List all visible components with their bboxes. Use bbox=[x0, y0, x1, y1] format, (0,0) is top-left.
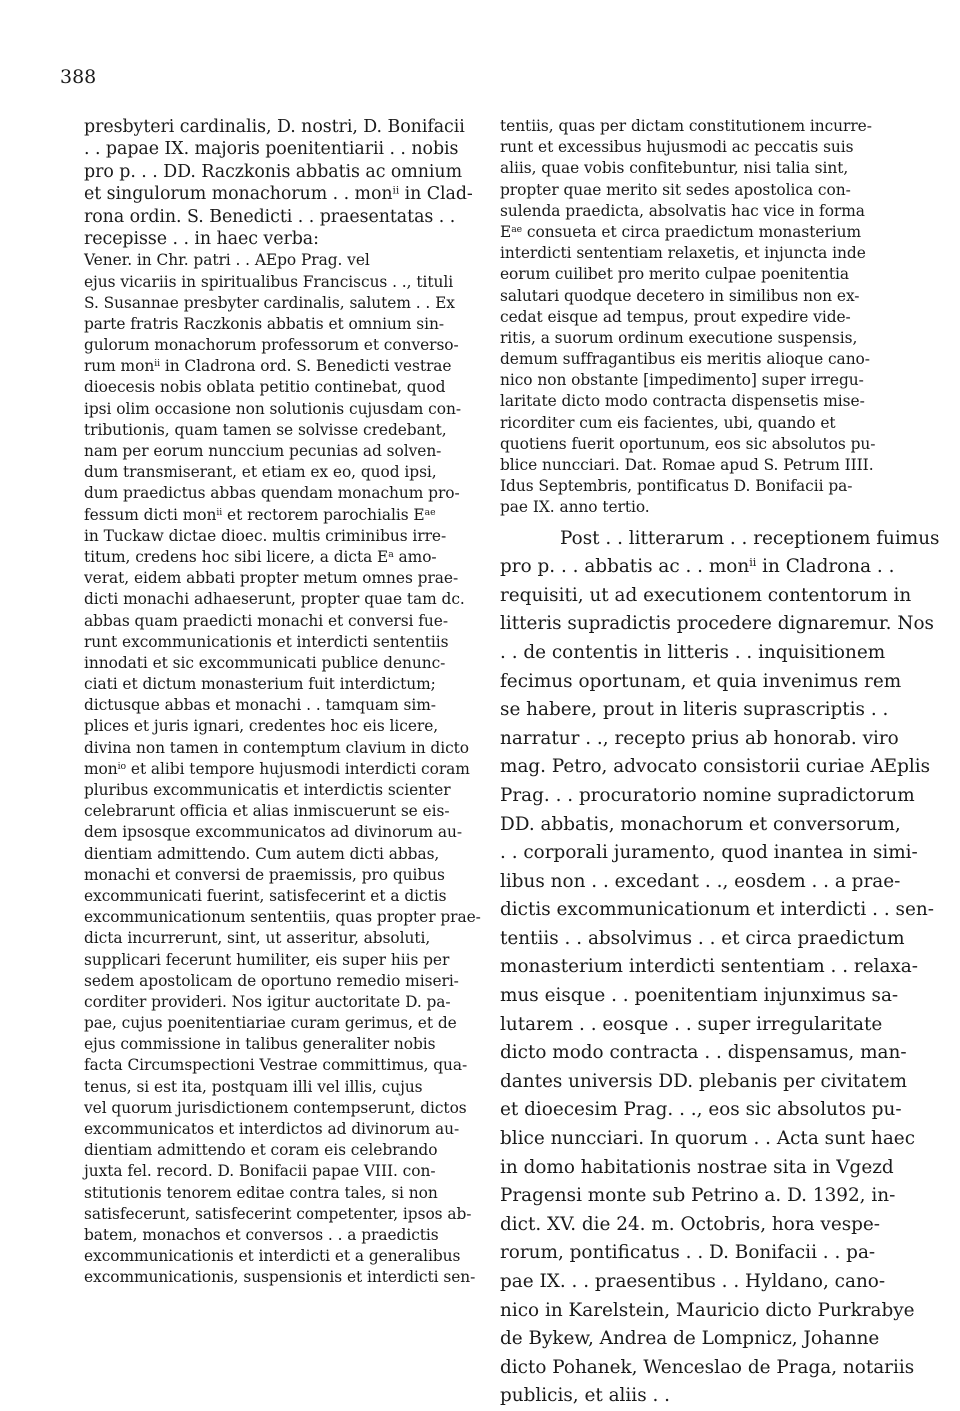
line-text: in Clad- bbox=[399, 184, 473, 205]
line-text: in Tuckaw dictae dioec. multis criminibus irre- bbox=[84, 526, 447, 545]
text-line bbox=[84, 206, 484, 228]
superscript: io bbox=[117, 760, 127, 772]
text-line bbox=[500, 222, 910, 243]
text-line bbox=[500, 434, 910, 455]
line-text: monachi et conversi de praemissis, pro quibus bbox=[84, 865, 445, 884]
line-text: quotiens fuerit oportunum, eos sic absolutos pu- bbox=[500, 434, 876, 453]
text-line bbox=[84, 483, 484, 504]
line-text: dientiam admittendo et coram eis celebrando bbox=[84, 1141, 438, 1160]
text-line bbox=[500, 1325, 910, 1354]
text-line bbox=[500, 243, 910, 264]
text-line bbox=[84, 116, 484, 138]
text-line bbox=[500, 839, 918, 868]
text-line bbox=[84, 1055, 484, 1076]
line-text: laritate dicto modo contracta dispensetis mise- bbox=[500, 392, 865, 411]
line-text: plices et juris ignari, credentes hoc eis licere, bbox=[84, 717, 439, 736]
text-line bbox=[84, 161, 484, 183]
text-line bbox=[500, 1011, 910, 1040]
line-text: celebrarunt officia et alias inmiscuerunt se eis- bbox=[84, 802, 450, 821]
text-line bbox=[84, 183, 484, 205]
line-text: tenus, si est ita, postquam illi vel illis, cujus bbox=[84, 1077, 423, 1096]
text-line bbox=[500, 925, 910, 954]
line-text: pro p. . . abbatis ac . . mon bbox=[500, 556, 750, 578]
line-text: mus eisque . . poenitentiam injunximus sa- bbox=[500, 985, 899, 1007]
text-line bbox=[84, 801, 484, 822]
text-line bbox=[500, 476, 910, 497]
line-text: dicto Pohanek, Wenceslao de Praga, notariis bbox=[500, 1356, 915, 1378]
text-line bbox=[500, 1297, 915, 1326]
text-line bbox=[500, 1182, 910, 1211]
line-text: rorum, pontificatus . . D. Bonifacii . . pa- bbox=[500, 1242, 876, 1264]
text-line bbox=[84, 674, 484, 695]
line-text: stitutionis tenorem editae contra tales, si non bbox=[84, 1183, 438, 1202]
left-column bbox=[84, 116, 484, 1289]
line-text: juxta fel. record. D. Bonifacii papae VIII. con- bbox=[84, 1162, 436, 1181]
line-text: innodati et sic excommunicati publice denunc- bbox=[84, 653, 446, 672]
line-text: nico in Karelstein, Mauricio dicto Purkrabye bbox=[500, 1299, 915, 1321]
superscript: ii bbox=[392, 184, 400, 197]
text-line bbox=[500, 668, 910, 697]
text-line bbox=[84, 462, 484, 483]
line-text: dantes universis DD. plebanis per civitatem bbox=[500, 1070, 908, 1092]
line-text: blice nuncciari. Dat. Romae apud S. Petrum IIII. bbox=[500, 456, 874, 474]
text-line bbox=[500, 582, 910, 611]
line-text: dictis excommunicationum et interdicti . . sen- bbox=[500, 899, 934, 921]
text-line bbox=[500, 725, 910, 754]
line-text: tentiis . . absolvimus . . et circa praedictum bbox=[500, 927, 905, 949]
text-line bbox=[84, 928, 484, 949]
line-text: E bbox=[500, 222, 512, 241]
line-text: mon bbox=[84, 759, 118, 778]
text-line bbox=[500, 1125, 915, 1154]
line-text: dem ipsosque excommunicatos ad divinorum au- bbox=[84, 823, 463, 842]
text-line bbox=[84, 716, 484, 737]
text-line bbox=[84, 1204, 484, 1225]
line-text: mag. Petro, advocato consistorii curiae AEplis bbox=[500, 756, 931, 778]
text-line bbox=[84, 695, 484, 716]
line-text: et alibi tempore hujusmodi interdicti coram bbox=[126, 759, 470, 778]
line-text: runt excommunicationis et interdicti sententiis bbox=[84, 632, 449, 651]
line-text: rona ordin. S. Benedicti . . praesentatas . . bbox=[84, 206, 456, 227]
text-line bbox=[500, 1382, 910, 1411]
line-text: satisfecerunt, satisfecerint competenter, ipsos ab- bbox=[84, 1204, 472, 1223]
line-text: . . de contentis in litteris . . inquisitionem bbox=[500, 641, 886, 663]
line-text: rum mon bbox=[84, 357, 155, 376]
text-line bbox=[84, 611, 484, 632]
text-line bbox=[84, 1077, 484, 1098]
text-line bbox=[84, 780, 484, 801]
text-line bbox=[500, 782, 915, 811]
line-text: excommunicati fuerint, satisfecerint et a dictis bbox=[84, 886, 447, 905]
text-line bbox=[500, 1039, 910, 1068]
line-text: batem, monachos et conversos . . a praedictis bbox=[84, 1225, 439, 1244]
text-line bbox=[500, 1239, 910, 1268]
line-text: Prag. . . procuratorio nomine supradictorum bbox=[500, 784, 915, 806]
line-text: excommunicatos et interdictos ad divinorum au- bbox=[84, 1120, 460, 1139]
text-line bbox=[84, 420, 484, 441]
text-line bbox=[500, 1096, 910, 1125]
text-line bbox=[500, 525, 940, 554]
text-line bbox=[84, 526, 484, 547]
text-line bbox=[84, 1246, 484, 1267]
superscript: ae bbox=[424, 506, 436, 518]
text-line bbox=[84, 505, 484, 526]
text-line bbox=[84, 1225, 484, 1246]
line-text: dictusque abbas et monachi . . tamquam sim- bbox=[84, 696, 436, 715]
text-line bbox=[84, 589, 484, 610]
text-line bbox=[500, 553, 910, 582]
text-line bbox=[84, 865, 484, 886]
text-line bbox=[500, 868, 910, 897]
line-text: runt et excessibus hujusmodi ac peccatis suis bbox=[500, 138, 854, 157]
line-text: dicta incurrerunt, sint, ut asseritur, absoluti, bbox=[84, 929, 431, 948]
text-line bbox=[84, 250, 484, 271]
text-line bbox=[500, 370, 910, 391]
text-line bbox=[500, 497, 910, 518]
text-line bbox=[500, 753, 931, 782]
line-text: lutarem . . eosque . . super irregularitate bbox=[500, 1013, 883, 1035]
line-text: dum transmiserant, et etiam ex eo, quod ipsi, bbox=[84, 463, 437, 482]
text-line bbox=[500, 639, 910, 668]
line-text: sulenda praedicta, absolvatis hac vice in forma bbox=[500, 201, 865, 220]
line-text: pluribus excommunicatis et interdictis scienter bbox=[84, 781, 451, 800]
superscript: ii bbox=[749, 556, 757, 570]
text-line bbox=[84, 1267, 484, 1288]
line-text: salutari quodque decetero in similibus non ex- bbox=[500, 286, 860, 305]
text-line bbox=[84, 632, 484, 653]
text-line bbox=[84, 1119, 484, 1140]
line-text: sedem apostolicam de oportuno remedio miseri- bbox=[84, 971, 459, 990]
text-line bbox=[500, 413, 910, 434]
line-text: pro p. . . DD. Raczkonis abbatis ac omnium bbox=[84, 161, 463, 182]
text-line bbox=[500, 953, 918, 982]
text-line bbox=[84, 1013, 484, 1034]
text-line bbox=[500, 286, 910, 307]
text-line bbox=[500, 116, 910, 137]
text-line bbox=[84, 907, 484, 928]
line-text: et dioecesim Prag. . ., eos sic absolutos pu- bbox=[500, 1099, 902, 1121]
text-line bbox=[84, 844, 484, 865]
text-line bbox=[84, 1140, 484, 1161]
line-text: ciati et dictum monasterium fuit interdictum; bbox=[84, 675, 436, 694]
text-line bbox=[500, 328, 910, 349]
line-text: Vener. in Chr. patri . . AEpo Prag. vel bbox=[84, 251, 370, 270]
line-text: . . papae IX. majoris poenitentiarii . . nobis bbox=[84, 139, 459, 160]
line-text: dum praedictus abbas quendam monachum pro- bbox=[84, 484, 460, 503]
line-text: verat, eidem abbati propter metum omnes prae- bbox=[84, 569, 459, 588]
superscript: a bbox=[388, 548, 394, 560]
line-text: vel quorum jurisdictionem contempserunt, dictos bbox=[84, 1098, 467, 1117]
line-text: consueta et circa praedictum monasterium bbox=[522, 222, 862, 241]
line-text: recepisse . . in haec verba: bbox=[84, 228, 319, 249]
line-text: litteris supradictis procedere dignaremur. Nos bbox=[500, 613, 934, 635]
text-line bbox=[500, 1068, 910, 1097]
line-text: fecimus oportunam, et quia invenimus rem bbox=[500, 670, 902, 692]
line-text: tentiis, quas per dictam constitutionem incurre- bbox=[500, 117, 872, 135]
text-line bbox=[500, 1268, 910, 1297]
line-text: presbyteri cardinalis, D. nostri, D. Bonifacii bbox=[84, 117, 465, 137]
line-text: requisiti, ut ad executionem contentorum in bbox=[500, 584, 912, 606]
text-line bbox=[84, 950, 484, 971]
line-text: de Bykew, Andrea de Lompnicz, Johanne bbox=[500, 1328, 880, 1350]
text-line bbox=[500, 696, 910, 725]
line-text: parte fratris Raczkonis abbatis et omnium sin- bbox=[84, 314, 444, 333]
text-line bbox=[84, 228, 484, 250]
line-text: pae, cujus poenitentiariae curam gerimus, et de bbox=[84, 1014, 457, 1033]
line-text: publicis, et aliis . . bbox=[500, 1385, 671, 1407]
line-text: monasterium interdicti sententiam . . relaxa- bbox=[500, 956, 918, 978]
line-text: et singulorum monachorum . . mon bbox=[84, 184, 393, 205]
text-line bbox=[500, 1211, 910, 1240]
line-text: ejus vicariis in spiritualibus Franciscus . ., tituli bbox=[84, 272, 454, 291]
line-text: nam per eorum nunccium pecunias ad solven- bbox=[84, 442, 442, 461]
line-text: tributionis, quam tamen se solvisse credebant, bbox=[84, 420, 447, 439]
line-text: S. Susannae presbyter cardinalis, salutem . . Ex bbox=[84, 293, 455, 312]
line-text: . . corporali juramento, quod inantea in simi- bbox=[500, 842, 918, 864]
text-line bbox=[84, 547, 484, 568]
text-line bbox=[84, 272, 484, 293]
line-text: in domo habitationis nostrae sita in Vgezd bbox=[500, 1156, 894, 1178]
text-line bbox=[500, 201, 910, 222]
line-text: demum suffragantibus eis meritis alioque cano- bbox=[500, 350, 870, 369]
text-line bbox=[84, 314, 484, 335]
line-text: supplicari fecerunt humiliter, eis super hiis per bbox=[84, 950, 450, 969]
line-text: dientiam admittendo. Cum autem dicti abbas, bbox=[84, 844, 440, 863]
text-line bbox=[84, 1183, 484, 1204]
line-text: dioecesis nobis oblata petitio continebat, quod bbox=[84, 378, 446, 397]
line-text: in Cladrona . . bbox=[756, 556, 895, 578]
line-text: blice nuncciari. In quorum . . Acta sunt haec bbox=[500, 1128, 915, 1150]
text-line bbox=[500, 610, 934, 639]
superscript: ae bbox=[511, 223, 523, 235]
text-line bbox=[500, 896, 934, 925]
line-text: narratur . ., recepto prius ab honorab. viro bbox=[500, 727, 899, 749]
line-text: excommunicationis, suspensionis et interdicti sen- bbox=[84, 1268, 476, 1287]
line-text: excommunicationis et interdicti et a generalibus bbox=[84, 1247, 461, 1266]
line-text: nico non obstante [impedimento] super irregu- bbox=[500, 371, 864, 390]
text-line bbox=[500, 455, 910, 476]
text-line bbox=[500, 982, 910, 1011]
text-line bbox=[84, 1034, 484, 1055]
line-text: eorum cuilibet pro merito culpae poenitentia bbox=[500, 265, 849, 284]
line-text: DD. abbatis, monachorum et conversorum, bbox=[500, 813, 901, 835]
text-line bbox=[84, 992, 484, 1013]
text-line bbox=[84, 335, 484, 356]
text-line bbox=[84, 653, 484, 674]
text-line bbox=[500, 264, 910, 285]
line-text: dicto modo contracta . . dispensamus, man- bbox=[500, 1042, 907, 1064]
text-line bbox=[84, 886, 484, 907]
text-line bbox=[500, 349, 910, 370]
text-line bbox=[500, 158, 910, 179]
text-line bbox=[500, 307, 910, 328]
line-text: in Cladrona ord. S. Benedicti vestrae bbox=[160, 357, 452, 376]
text-line bbox=[84, 1161, 484, 1182]
right-column bbox=[500, 116, 940, 1411]
line-text: propter quae merito sit sedes apostolica con- bbox=[500, 180, 851, 199]
line-text: dicti monachi adhaeserunt, propter quae tam dc. bbox=[84, 590, 465, 609]
line-text: Post . . litterarum . . receptionem fuimus bbox=[560, 527, 940, 549]
line-text: aliis, quae vobis confitebuntur, nisi talia sint, bbox=[500, 159, 849, 178]
text-line bbox=[84, 138, 484, 160]
line-text: ipsi olim occasione non solutionis cujusdam con- bbox=[84, 399, 461, 418]
line-text: dict. XV. die 24. m. Octobris, hora vespe- bbox=[500, 1213, 881, 1235]
line-text: et rectorem parochialis E bbox=[222, 505, 425, 524]
line-text: pae IX. . . praesentibus . . Hyldano, cano- bbox=[500, 1271, 886, 1292]
text-line bbox=[500, 137, 910, 158]
line-text: Idus Septembris, pontificatus D. Bonifacii pa- bbox=[500, 477, 853, 496]
line-text: divina non tamen in contemptum clavium in dicto bbox=[84, 738, 470, 757]
text-line bbox=[84, 759, 484, 780]
text-line bbox=[84, 822, 484, 843]
line-text: corditer provideri. Nos igitur auctoritate D. pa- bbox=[84, 992, 451, 1011]
superscript: ii bbox=[154, 358, 160, 370]
text-line bbox=[500, 1154, 910, 1183]
line-text: libus non . . excedant . ., eosdem . . a prae- bbox=[500, 870, 901, 892]
text-line bbox=[500, 1354, 915, 1383]
text-line bbox=[84, 1098, 484, 1119]
line-text: pae IX. anno tertio. bbox=[500, 498, 650, 517]
text-line bbox=[84, 441, 484, 462]
line-text: gulorum monachorum professorum et converso- bbox=[84, 336, 459, 355]
text-line bbox=[84, 738, 484, 759]
line-text: titum, credens hoc sibi licere, a dicta E bbox=[84, 547, 389, 566]
text-line bbox=[84, 356, 484, 377]
text-line bbox=[500, 180, 910, 201]
text-line bbox=[500, 391, 910, 412]
text-line bbox=[84, 971, 484, 992]
line-text: Pragensi monte sub Petrino a. D. 1392, in- bbox=[500, 1185, 896, 1207]
line-text: se habere, prout in literis suprascriptis . . bbox=[500, 699, 889, 721]
text-line bbox=[84, 568, 484, 589]
text-line bbox=[84, 293, 484, 314]
line-text: fessum dicti mon bbox=[84, 505, 217, 524]
line-text: excommunicationum sententiis, quas propter prae- bbox=[84, 908, 481, 927]
line-text: ejus commissione in talibus generaliter nobis bbox=[84, 1035, 436, 1054]
line-text: ritis, a suorum ordinum executione suspensis, bbox=[500, 328, 858, 347]
text-line bbox=[500, 811, 910, 840]
superscript: ii bbox=[216, 506, 223, 518]
text-line bbox=[84, 399, 484, 420]
line-text: facta Circumspectioni Vestrae committimus, qua- bbox=[84, 1056, 468, 1075]
text-line bbox=[84, 377, 484, 398]
line-text: amo- bbox=[393, 547, 437, 566]
line-text: cedat eisque ad tempus, prout expedire vide- bbox=[500, 307, 851, 326]
line-text: ricorditer cum eis facientes, ubi, quando et bbox=[500, 413, 836, 432]
line-text: interdicti sententiam relaxetis, et injuncta inde bbox=[500, 244, 866, 263]
page-number: 388 bbox=[60, 66, 97, 88]
line-text: abbas quam praedicti monachi et conversi fue- bbox=[84, 611, 448, 630]
